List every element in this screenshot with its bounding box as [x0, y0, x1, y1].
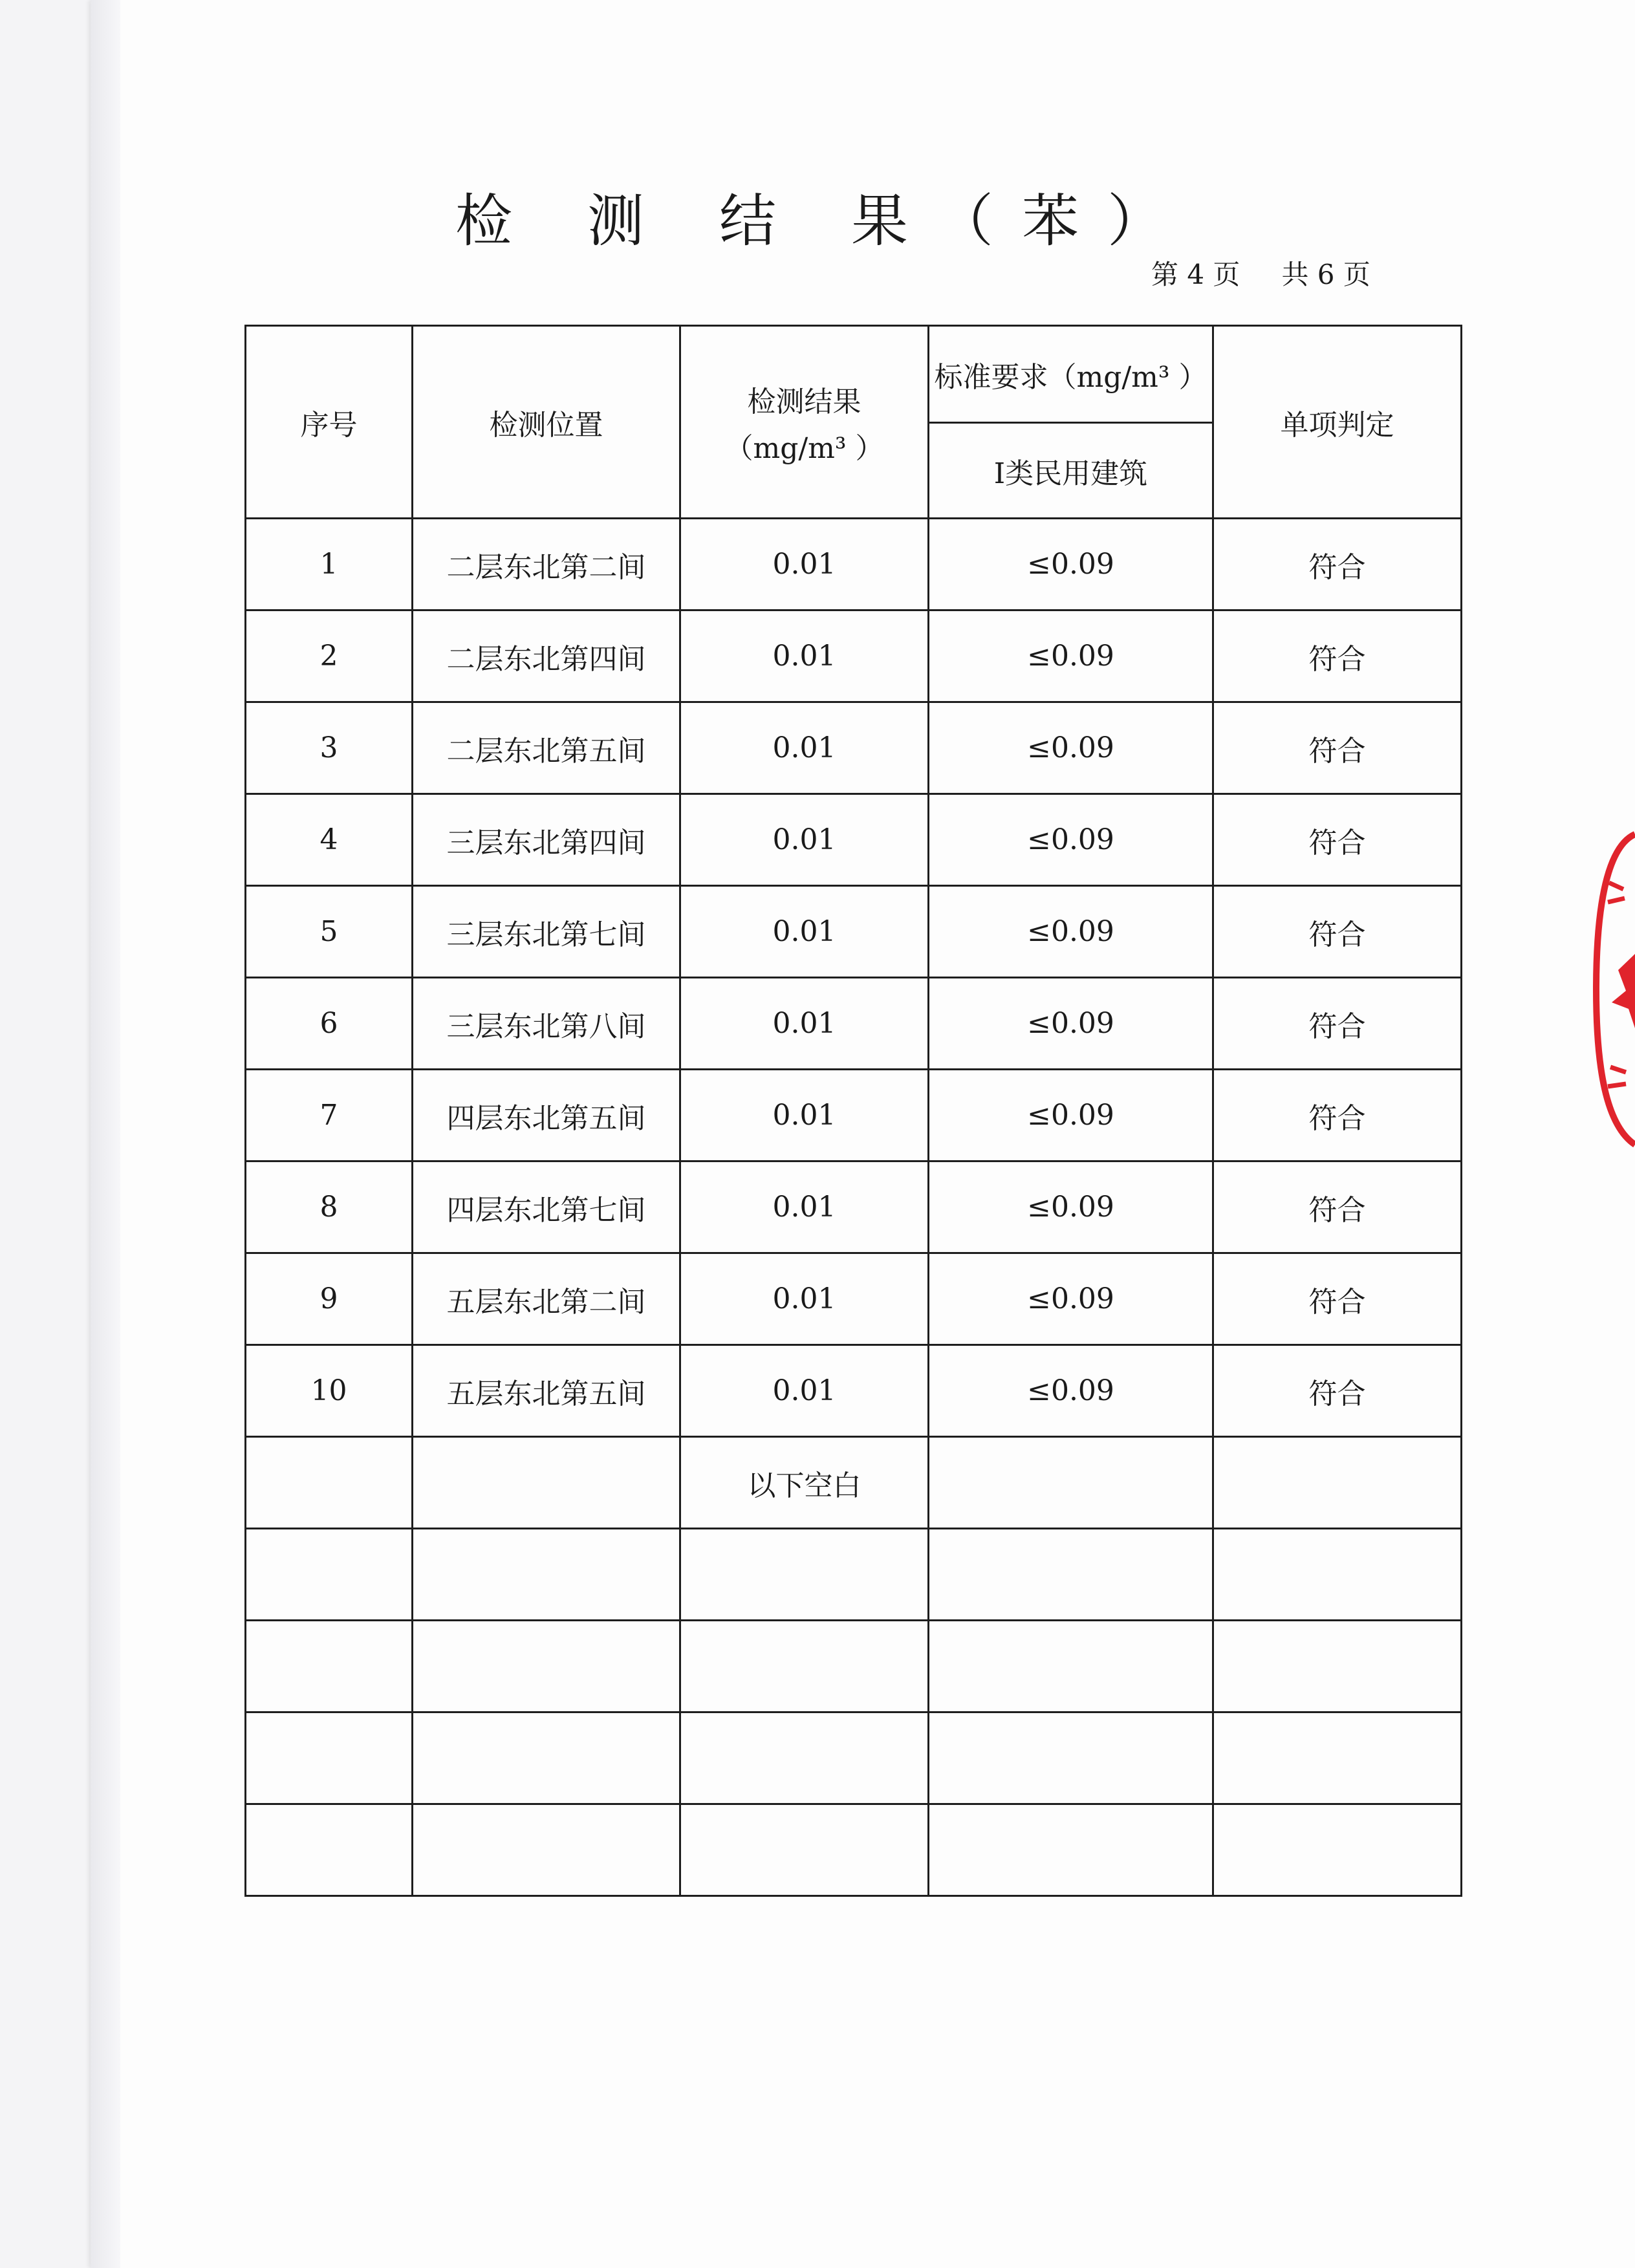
cell-standard: ≤0.09 — [929, 794, 1213, 886]
cell-result: 0.01 — [680, 610, 929, 702]
seal-stamp-star — [1612, 954, 1635, 1028]
cell-seq: 6 — [246, 978, 413, 1070]
cell-seq: 3 — [246, 702, 413, 794]
blank-cell — [246, 1437, 413, 1529]
cell-standard: ≤0.09 — [929, 1345, 1213, 1437]
cell-standard: ≤0.09 — [929, 1253, 1213, 1345]
header-judgement: 单项判定 — [1213, 326, 1462, 519]
blank-note-row — [246, 1437, 1462, 1529]
cell-standard: ≤0.09 — [929, 978, 1213, 1070]
cell-seq: 2 — [246, 610, 413, 702]
cell-result: 0.01 — [680, 519, 929, 610]
blank-cell — [1213, 1712, 1462, 1804]
table-row — [246, 519, 1462, 610]
cell-standard: ≤0.09 — [929, 1161, 1213, 1253]
header-result-unit: （mg/m³ ） — [724, 431, 884, 465]
table-row — [246, 794, 1462, 886]
cell-judgement: 符合 — [1213, 1253, 1462, 1345]
blank-cell — [1213, 1621, 1462, 1712]
cell-result: 0.01 — [680, 794, 929, 886]
paper-fold-edge — [91, 0, 120, 2268]
cell-standard: ≤0.09 — [929, 886, 1213, 978]
header-standard-sub: Ⅰ类民用建筑 — [929, 423, 1213, 519]
cell-location: 五层东北第二间 — [413, 1253, 680, 1345]
cell-standard: ≤0.09 — [929, 702, 1213, 794]
cell-standard: ≤0.09 — [929, 1070, 1213, 1161]
blank-cell — [246, 1804, 413, 1896]
empty-row — [246, 1529, 1462, 1621]
cell-judgement: 符合 — [1213, 978, 1462, 1070]
header-location: 检测位置 — [413, 326, 680, 519]
table-row — [246, 1161, 1462, 1253]
cell-seq: 8 — [246, 1161, 413, 1253]
blank-cell — [413, 1437, 680, 1529]
cell-judgement: 符合 — [1213, 610, 1462, 702]
blank-cell — [929, 1437, 1213, 1529]
blank-cell — [929, 1529, 1213, 1621]
table-row — [246, 1070, 1462, 1161]
blank-note: 以下空白 — [680, 1437, 929, 1529]
cell-seq: 4 — [246, 794, 413, 886]
table-row — [246, 702, 1462, 794]
cell-result: 0.01 — [680, 1161, 929, 1253]
cell-judgement: 符合 — [1213, 1070, 1462, 1161]
blank-cell — [929, 1804, 1213, 1896]
cell-judgement: 符合 — [1213, 702, 1462, 794]
cell-result: 0.01 — [680, 702, 929, 794]
cell-result: 0.01 — [680, 978, 929, 1070]
cell-location: 四层东北第七间 — [413, 1161, 680, 1253]
document-title: 检 测 结 果（苯） — [455, 188, 1193, 254]
blank-cell — [413, 1712, 680, 1804]
cell-seq: 7 — [246, 1070, 413, 1161]
blank-cell — [246, 1712, 413, 1804]
blank-cell — [680, 1804, 929, 1896]
table-row — [246, 978, 1462, 1070]
header-row — [246, 326, 1462, 423]
table-row — [246, 1345, 1462, 1437]
seal-stamp — [1590, 821, 1635, 1158]
table-row — [246, 1253, 1462, 1345]
cell-judgement: 符合 — [1213, 794, 1462, 886]
blank-cell — [929, 1712, 1213, 1804]
header-result — [680, 326, 929, 519]
blank-cell — [413, 1804, 680, 1896]
empty-row — [246, 1621, 1462, 1712]
blank-cell — [680, 1621, 929, 1712]
cell-result: 0.01 — [680, 1253, 929, 1345]
cell-judgement: 符合 — [1213, 1345, 1462, 1437]
blank-cell — [1213, 1804, 1462, 1896]
empty-row — [246, 1712, 1462, 1804]
blank-cell — [246, 1621, 413, 1712]
page-total: 共 6 页 — [1281, 259, 1370, 290]
cell-location: 五层东北第五间 — [413, 1345, 680, 1437]
empty-row — [246, 1804, 1462, 1896]
blank-cell — [1213, 1437, 1462, 1529]
cell-result: 0.01 — [680, 1345, 929, 1437]
cell-result: 0.01 — [680, 1070, 929, 1161]
cell-location: 三层东北第七间 — [413, 886, 680, 978]
cell-seq: 5 — [246, 886, 413, 978]
blank-cell — [680, 1712, 929, 1804]
blank-cell — [680, 1529, 929, 1621]
cell-seq: 9 — [246, 1253, 413, 1345]
blank-cell — [929, 1621, 1213, 1712]
seal-stamp-mark — [1608, 883, 1626, 1086]
page-number: 第 4 页 — [1151, 259, 1240, 290]
table-row — [246, 886, 1462, 978]
cell-location: 三层东北第四间 — [413, 794, 680, 886]
cell-judgement: 符合 — [1213, 1161, 1462, 1253]
blank-cell — [246, 1529, 413, 1621]
cell-location: 二层东北第二间 — [413, 519, 680, 610]
cell-judgement: 符合 — [1213, 519, 1462, 610]
benzene-results-table — [244, 325, 1462, 1897]
blank-cell — [1213, 1529, 1462, 1621]
cell-location: 三层东北第八间 — [413, 978, 680, 1070]
cell-location: 二层东北第四间 — [413, 610, 680, 702]
blank-cell — [413, 1621, 680, 1712]
cell-result: 0.01 — [680, 886, 929, 978]
blank-cell — [413, 1529, 680, 1621]
cell-seq: 10 — [246, 1345, 413, 1437]
table-row — [246, 610, 1462, 702]
cell-judgement: 符合 — [1213, 886, 1462, 978]
header-result-label: 检测结果 — [747, 385, 861, 418]
header-standard: 标准要求（mg/m³ ） — [929, 326, 1213, 423]
cell-seq: 1 — [246, 519, 413, 610]
cell-location: 二层东北第五间 — [413, 702, 680, 794]
cell-location: 四层东北第五间 — [413, 1070, 680, 1161]
page-indicator — [1151, 254, 1370, 292]
cell-standard: ≤0.09 — [929, 519, 1213, 610]
header-seq: 序号 — [246, 326, 413, 519]
cell-standard: ≤0.09 — [929, 610, 1213, 702]
